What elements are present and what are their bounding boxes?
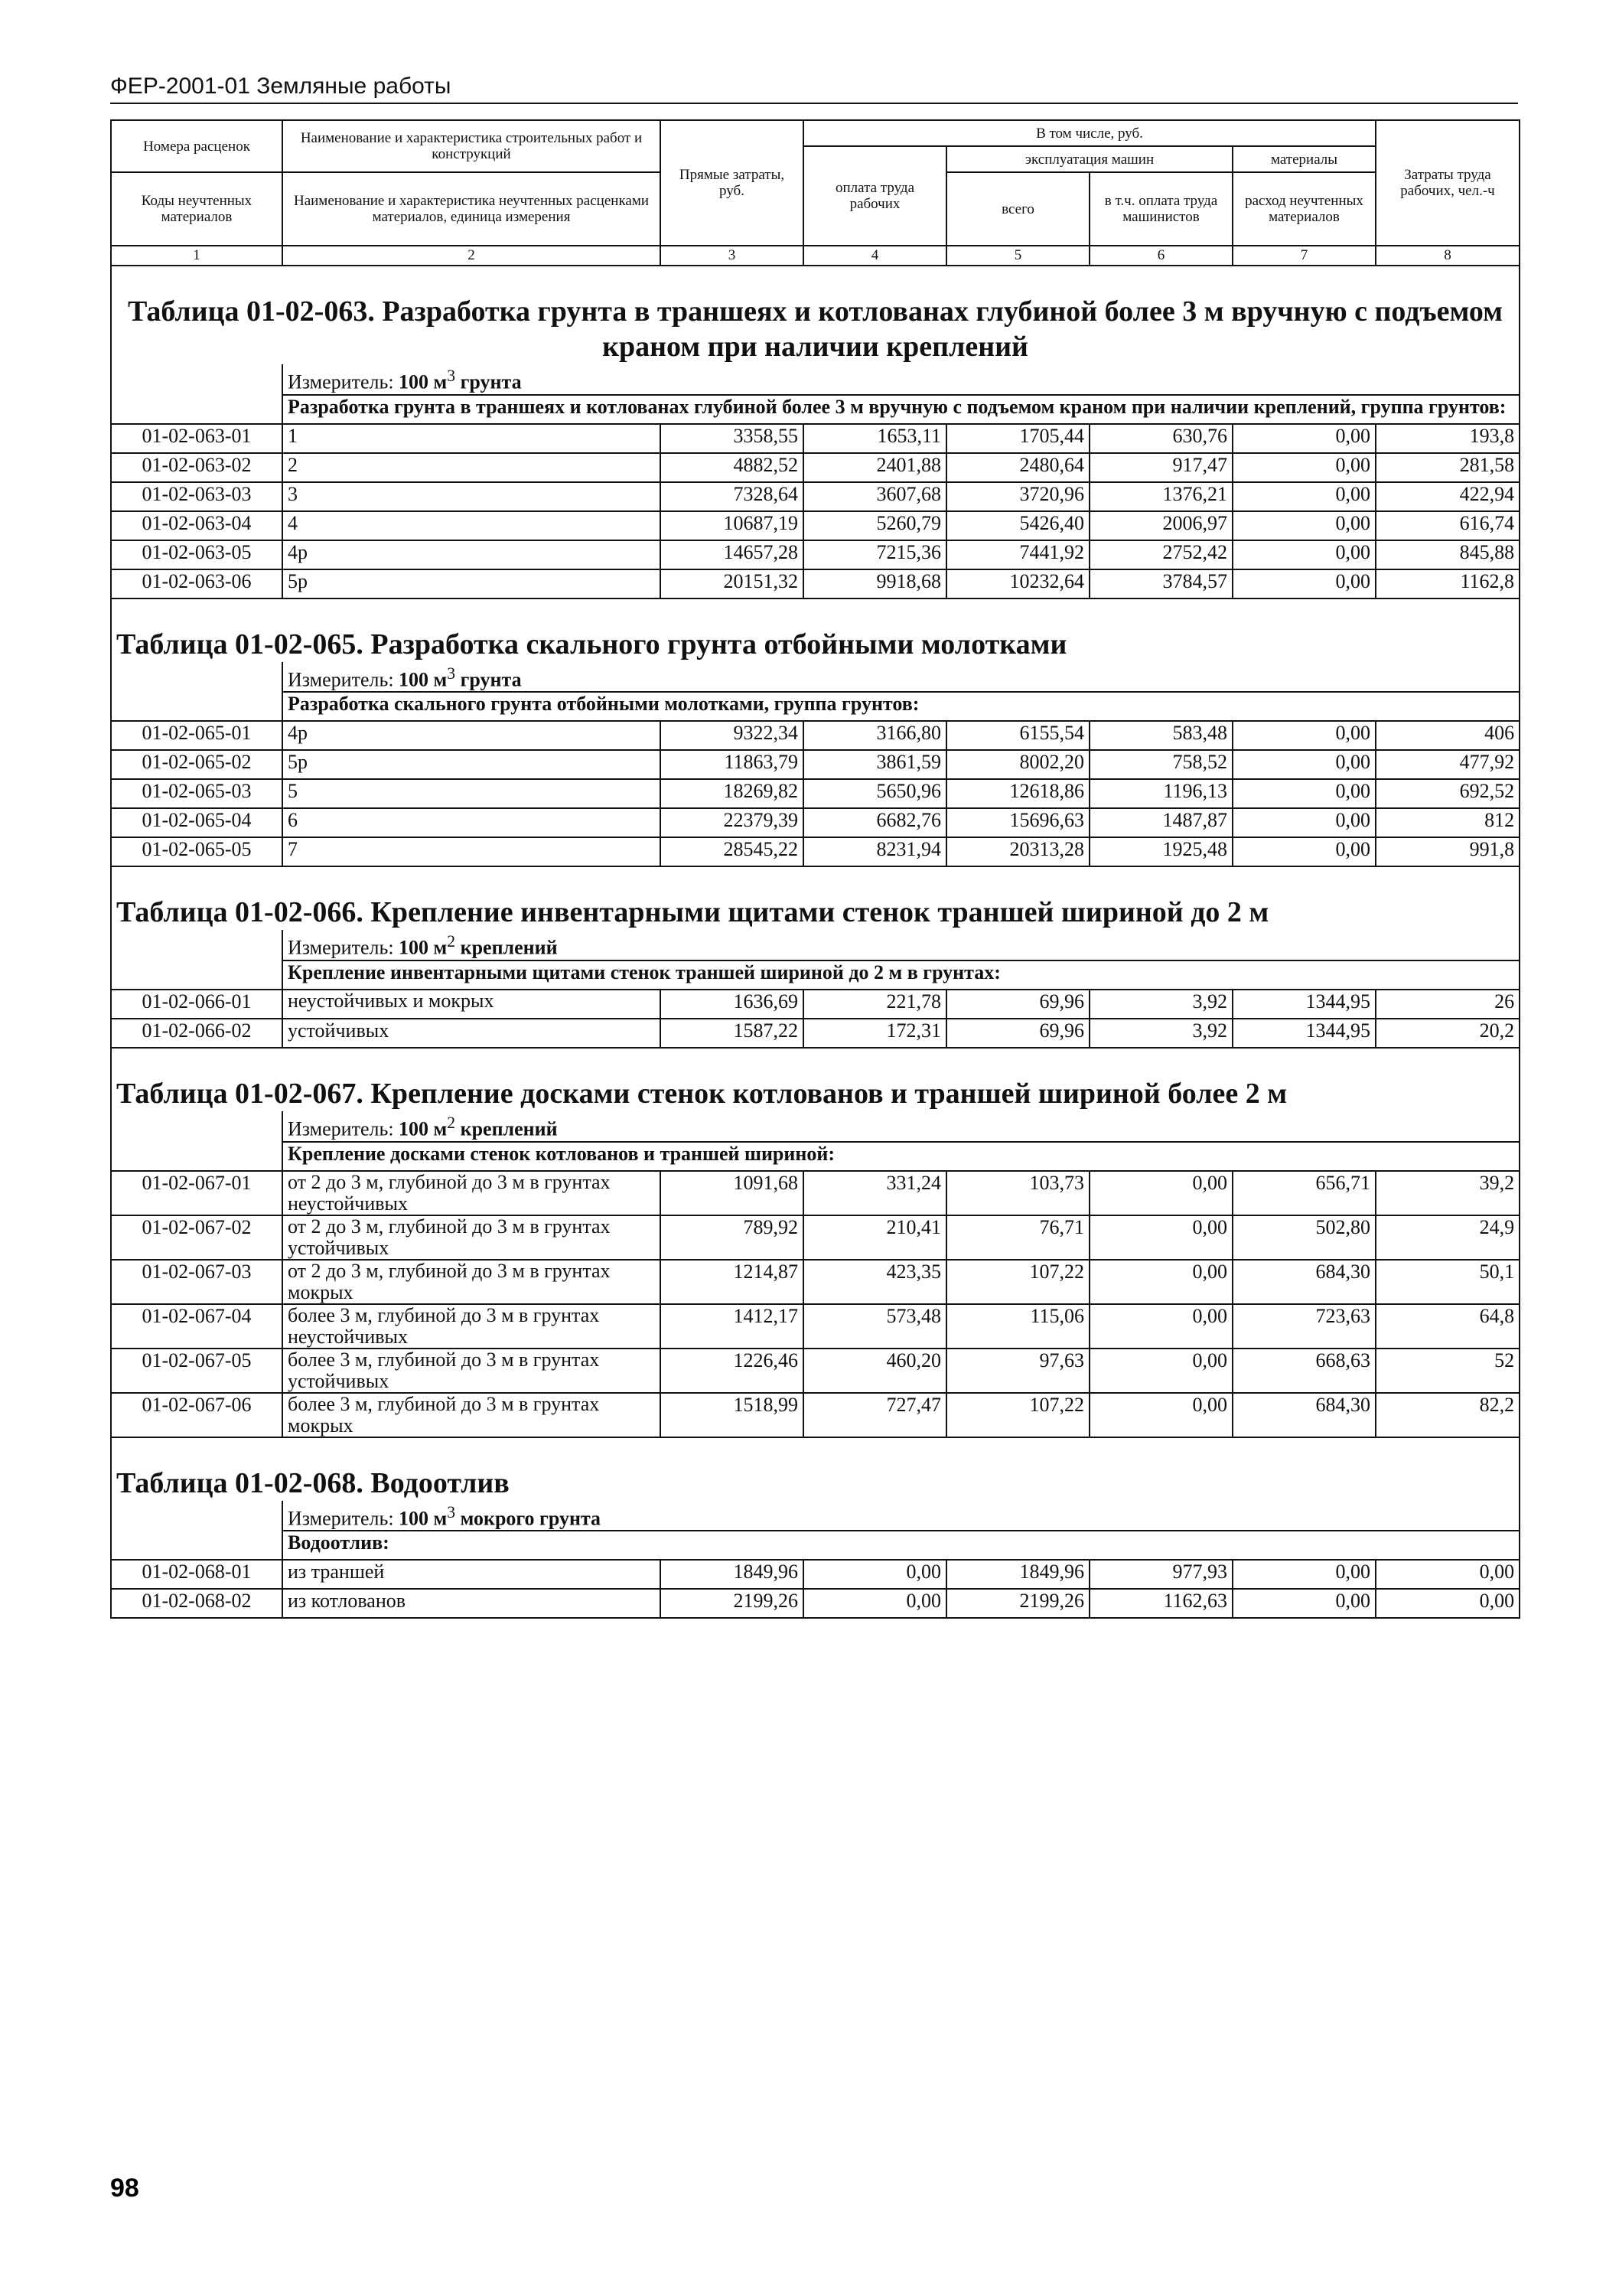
direct-costs: 4882,52 — [660, 453, 803, 482]
table-number: Таблица 01-02-065. — [116, 628, 363, 660]
rate-code: 01-02-065-04 — [111, 808, 282, 837]
rate-code: 01-02-065-03 — [111, 779, 282, 808]
table-row — [111, 779, 1520, 808]
column-number-row — [111, 246, 1520, 266]
work-name: 5р — [282, 569, 660, 598]
work-name: 7 — [282, 837, 660, 866]
direct-costs: 789,92 — [660, 1215, 803, 1260]
materials-cost: 0,00 — [1233, 482, 1376, 511]
worker-pay: 5260,79 — [803, 511, 946, 540]
table-row — [111, 1304, 1520, 1349]
table-row — [111, 837, 1520, 866]
document-page — [110, 73, 1518, 1619]
table-row — [111, 990, 1520, 1019]
work-name: 2 — [282, 453, 660, 482]
direct-costs: 9322,34 — [660, 721, 803, 750]
direct-costs: 1587,22 — [660, 1019, 803, 1048]
direct-costs: 7328,64 — [660, 482, 803, 511]
work-name: 4 — [282, 511, 660, 540]
direct-costs: 1412,17 — [660, 1304, 803, 1349]
section-title-row — [111, 1437, 1520, 1501]
meter-exponent: 3 — [447, 664, 456, 683]
materials-cost: 668,63 — [1233, 1349, 1376, 1393]
table-row — [111, 540, 1520, 569]
machine-total: 107,22 — [946, 1260, 1090, 1304]
materials-cost: 684,30 — [1233, 1393, 1376, 1437]
direct-costs: 3358,55 — [660, 424, 803, 453]
meter-label: Измеритель: — [288, 668, 394, 691]
group-spacer — [111, 395, 282, 424]
machine-total: 10232,64 — [946, 569, 1090, 598]
labor-costs: 406 — [1376, 721, 1520, 750]
labor-costs: 616,74 — [1376, 511, 1520, 540]
direct-costs: 1091,68 — [660, 1171, 803, 1215]
group-caption: Разработка грунта в траншеях и котлованах глубиной более 3 м вручную с подъемом краном при наличии креплений, группа грунтов: — [282, 395, 1520, 424]
section-heading-cell — [111, 1437, 1520, 1501]
labor-costs: 0,00 — [1376, 1560, 1520, 1589]
machinist-pay: 583,48 — [1090, 721, 1233, 750]
machine-total: 7441,92 — [946, 540, 1090, 569]
direct-costs: 18269,82 — [660, 779, 803, 808]
col-number: 7 — [1233, 246, 1376, 266]
worker-pay: 727,47 — [803, 1393, 946, 1437]
materials-cost: 0,00 — [1233, 837, 1376, 866]
col-number: 6 — [1090, 246, 1233, 266]
labor-costs: 24,9 — [1376, 1215, 1520, 1260]
worker-pay: 3607,68 — [803, 482, 946, 511]
meter — [282, 364, 1520, 395]
col-number: 1 — [111, 246, 282, 266]
meter-row — [111, 662, 1520, 693]
table-row — [111, 511, 1520, 540]
machine-total: 115,06 — [946, 1304, 1090, 1349]
materials-cost: 0,00 — [1233, 1560, 1376, 1589]
rate-code: 01-02-063-05 — [111, 540, 282, 569]
table-row — [111, 750, 1520, 779]
worker-pay: 331,24 — [803, 1171, 946, 1215]
labor-costs: 26 — [1376, 990, 1520, 1019]
direct-costs: 1226,46 — [660, 1349, 803, 1393]
materials-cost: 0,00 — [1233, 721, 1376, 750]
section-heading — [116, 895, 1514, 930]
meter-unit: креплений — [460, 1117, 558, 1140]
direct-costs: 1849,96 — [660, 1560, 803, 1589]
group-spacer — [111, 1531, 282, 1560]
table-title: Водоотлив — [370, 1466, 510, 1499]
machine-total: 76,71 — [946, 1215, 1090, 1260]
materials-cost: 1344,95 — [1233, 1019, 1376, 1048]
work-name: из траншей — [282, 1560, 660, 1589]
meter-spacer — [111, 1111, 282, 1142]
section-title-row — [111, 598, 1520, 662]
materials-cost: 0,00 — [1233, 424, 1376, 453]
meter — [282, 1501, 1520, 1531]
rate-code: 01-02-067-05 — [111, 1349, 282, 1393]
machine-total: 69,96 — [946, 1019, 1090, 1048]
labor-costs: 20,2 — [1376, 1019, 1520, 1048]
meter-value: 100 м — [399, 1117, 448, 1140]
meter-label: Измеритель: — [288, 1507, 394, 1530]
machinist-pay: 1925,48 — [1090, 837, 1233, 866]
machinist-pay: 1162,63 — [1090, 1589, 1233, 1618]
table-number: Таблица 01-02-068. — [116, 1466, 363, 1499]
machine-total: 69,96 — [946, 990, 1090, 1019]
meter-value: 100 м — [399, 668, 448, 691]
table-row — [111, 569, 1520, 598]
materials-cost: 0,00 — [1233, 511, 1376, 540]
worker-pay: 423,35 — [803, 1260, 946, 1304]
materials-cost: 1344,95 — [1233, 990, 1376, 1019]
rate-code: 01-02-066-01 — [111, 990, 282, 1019]
machinist-pay: 1487,87 — [1090, 808, 1233, 837]
table-row — [111, 1393, 1520, 1437]
machinist-pay: 1196,13 — [1090, 779, 1233, 808]
machine-total: 103,73 — [946, 1171, 1090, 1215]
section-heading — [116, 1466, 1514, 1501]
meter-unit: грунта — [460, 668, 522, 691]
machinist-pay: 758,52 — [1090, 750, 1233, 779]
machinist-pay: 1376,21 — [1090, 482, 1233, 511]
meter — [282, 1111, 1520, 1142]
rate-code: 01-02-067-02 — [111, 1215, 282, 1260]
group-caption: Водоотлив: — [282, 1531, 1520, 1560]
meter-exponent: 3 — [447, 367, 456, 385]
materials-cost: 0,00 — [1233, 1589, 1376, 1618]
labor-costs: 1162,8 — [1376, 569, 1520, 598]
section-heading-cell — [111, 1048, 1520, 1111]
header-materials: материалы — [1233, 146, 1376, 172]
table-title: Разработка грунта в траншеях и котлованах глубиной более 3 м вручную с подъемом краном при наличии креплений — [382, 295, 1503, 363]
work-name: более 3 м, глубиной до 3 м в грунтах неустойчивых — [282, 1304, 660, 1349]
meter-exponent: 2 — [447, 932, 456, 951]
machine-total: 97,63 — [946, 1349, 1090, 1393]
section-title-row — [111, 1048, 1520, 1111]
machine-total: 6155,54 — [946, 721, 1090, 750]
rate-code: 01-02-067-01 — [111, 1171, 282, 1215]
header-labor-costs: Затраты труда рабочих, чел.-ч — [1376, 120, 1520, 246]
labor-costs: 991,8 — [1376, 837, 1520, 866]
col-number: 3 — [660, 246, 803, 266]
machinist-pay: 3784,57 — [1090, 569, 1233, 598]
machinist-pay: 0,00 — [1090, 1304, 1233, 1349]
table-row — [111, 453, 1520, 482]
machinist-pay: 3,92 — [1090, 1019, 1233, 1048]
machinist-pay: 977,93 — [1090, 1560, 1233, 1589]
labor-costs: 422,94 — [1376, 482, 1520, 511]
section-heading-cell — [111, 266, 1520, 364]
col-number: 4 — [803, 246, 946, 266]
table-row — [111, 1019, 1520, 1048]
work-name: более 3 м, глубиной до 3 м в грунтах устойчивых — [282, 1349, 660, 1393]
header-machinist-pay: в т.ч. оплата труда машинистов — [1090, 172, 1233, 246]
machinist-pay: 2752,42 — [1090, 540, 1233, 569]
worker-pay: 6682,76 — [803, 808, 946, 837]
group-row — [111, 1142, 1520, 1171]
direct-costs: 28545,22 — [660, 837, 803, 866]
rate-code: 01-02-063-04 — [111, 511, 282, 540]
labor-costs: 82,2 — [1376, 1393, 1520, 1437]
machine-total: 8002,20 — [946, 750, 1090, 779]
machine-total: 1705,44 — [946, 424, 1090, 453]
rate-code: 01-02-063-06 — [111, 569, 282, 598]
header-unaccounted-materials: расход неучтенных материалов — [1233, 172, 1376, 246]
table-row — [111, 1171, 1520, 1215]
worker-pay: 172,31 — [803, 1019, 946, 1048]
worker-pay: 221,78 — [803, 990, 946, 1019]
worker-pay: 3861,59 — [803, 750, 946, 779]
section-title-row — [111, 866, 1520, 930]
column-header-table — [110, 119, 1520, 266]
direct-costs: 14657,28 — [660, 540, 803, 569]
labor-costs: 845,88 — [1376, 540, 1520, 569]
machine-total: 107,22 — [946, 1393, 1090, 1437]
meter-label: Измеритель: — [288, 370, 394, 393]
materials-cost: 656,71 — [1233, 1171, 1376, 1215]
table-row — [111, 1260, 1520, 1304]
group-caption: Крепление инвентарными щитами стенок траншей шириной до 2 м в грунтах: — [282, 960, 1520, 990]
machine-total: 2480,64 — [946, 453, 1090, 482]
group-spacer — [111, 692, 282, 721]
worker-pay: 5650,96 — [803, 779, 946, 808]
header-machine-operation: эксплуатация машин — [946, 146, 1233, 172]
table-row — [111, 424, 1520, 453]
machine-total: 20313,28 — [946, 837, 1090, 866]
materials-cost: 502,80 — [1233, 1215, 1376, 1260]
meter-row — [111, 930, 1520, 960]
direct-costs: 11863,79 — [660, 750, 803, 779]
table-row — [111, 808, 1520, 837]
header-including: В том числе, руб. — [803, 120, 1376, 146]
materials-cost: 0,00 — [1233, 540, 1376, 569]
materials-cost: 684,30 — [1233, 1260, 1376, 1304]
labor-costs: 812 — [1376, 808, 1520, 837]
machinist-pay: 2006,97 — [1090, 511, 1233, 540]
work-name: от 2 до 3 м, глубиной до 3 м в грунтах неустойчивых — [282, 1171, 660, 1215]
page-number: 98 — [110, 2174, 139, 2203]
meter-row — [111, 1111, 1520, 1142]
rate-code: 01-02-065-05 — [111, 837, 282, 866]
meter-unit: грунта — [460, 370, 522, 393]
header-machine-total: всего — [946, 172, 1090, 246]
labor-costs: 281,58 — [1376, 453, 1520, 482]
meter-value: 100 м — [399, 1507, 448, 1530]
section-title-row — [111, 266, 1520, 364]
section-heading-cell — [111, 598, 1520, 662]
labor-costs: 52 — [1376, 1349, 1520, 1393]
meter-label: Измеритель: — [288, 1117, 394, 1140]
rate-code: 01-02-067-03 — [111, 1260, 282, 1304]
rate-code: 01-02-063-03 — [111, 482, 282, 511]
work-name: 5 — [282, 779, 660, 808]
work-name: неустойчивых и мокрых — [282, 990, 660, 1019]
machine-total: 5426,40 — [946, 511, 1090, 540]
direct-costs: 10687,19 — [660, 511, 803, 540]
work-name: от 2 до 3 м, глубиной до 3 м в грунтах мокрых — [282, 1260, 660, 1304]
col-number: 8 — [1376, 246, 1520, 266]
meter-exponent: 2 — [447, 1113, 456, 1132]
worker-pay: 8231,94 — [803, 837, 946, 866]
meter — [282, 930, 1520, 960]
col-number: 5 — [946, 246, 1090, 266]
labor-costs: 477,92 — [1376, 750, 1520, 779]
work-name: 1 — [282, 424, 660, 453]
meter-spacer — [111, 1501, 282, 1531]
meter-spacer — [111, 930, 282, 960]
table-row — [111, 1349, 1520, 1393]
table-number: Таблица 01-02-063. — [127, 295, 375, 328]
meter-label: Измеритель: — [288, 936, 394, 959]
worker-pay: 1653,11 — [803, 424, 946, 453]
table-number: Таблица 01-02-066. — [116, 896, 363, 929]
work-name: 3 — [282, 482, 660, 511]
work-name: из котлованов — [282, 1589, 660, 1618]
section-heading — [116, 1076, 1514, 1111]
col-number: 2 — [282, 246, 660, 266]
worker-pay: 2401,88 — [803, 453, 946, 482]
machinist-pay: 0,00 — [1090, 1349, 1233, 1393]
worker-pay: 0,00 — [803, 1560, 946, 1589]
header-work-description: Наименование и характеристика строительных работ и конструкций — [282, 120, 660, 172]
work-name: 5р — [282, 750, 660, 779]
work-name: 6 — [282, 808, 660, 837]
running-head: ФЕР-2001-01 Земляные работы — [110, 73, 1518, 104]
rate-code: 01-02-068-02 — [111, 1589, 282, 1618]
table-row — [111, 1589, 1520, 1618]
worker-pay: 460,20 — [803, 1349, 946, 1393]
materials-cost: 0,00 — [1233, 779, 1376, 808]
meter-value: 100 м — [399, 936, 448, 959]
worker-pay: 9918,68 — [803, 569, 946, 598]
worker-pay: 7215,36 — [803, 540, 946, 569]
meter-unit: мокрого грунта — [460, 1507, 601, 1530]
machinist-pay: 917,47 — [1090, 453, 1233, 482]
group-row — [111, 692, 1520, 721]
rates-table-body — [111, 266, 1520, 1618]
group-caption: Разработка скального грунта отбойными молотками, группа грунтов: — [282, 692, 1520, 721]
work-name: устойчивых — [282, 1019, 660, 1048]
rate-code: 01-02-065-02 — [111, 750, 282, 779]
labor-costs: 0,00 — [1376, 1589, 1520, 1618]
machine-total: 15696,63 — [946, 808, 1090, 837]
section-heading — [116, 294, 1514, 364]
rate-code: 01-02-065-01 — [111, 721, 282, 750]
direct-costs: 1518,99 — [660, 1393, 803, 1437]
materials-cost: 0,00 — [1233, 569, 1376, 598]
meter-value: 100 м — [399, 370, 448, 393]
materials-cost: 723,63 — [1233, 1304, 1376, 1349]
table-row — [111, 1215, 1520, 1260]
rate-code: 01-02-066-02 — [111, 1019, 282, 1048]
machinist-pay: 0,00 — [1090, 1393, 1233, 1437]
materials-cost: 0,00 — [1233, 808, 1376, 837]
header-worker-pay: оплата труда рабочих — [803, 146, 946, 246]
labor-costs: 692,52 — [1376, 779, 1520, 808]
rates-table — [110, 266, 1520, 1619]
table-title: Крепление инвентарными щитами стенок траншей шириной до 2 м — [370, 896, 1269, 929]
labor-costs: 64,8 — [1376, 1304, 1520, 1349]
worker-pay: 573,48 — [803, 1304, 946, 1349]
work-name: 4р — [282, 721, 660, 750]
meter-spacer — [111, 364, 282, 395]
direct-costs: 1636,69 — [660, 990, 803, 1019]
table-title: Крепление досками стенок котлованов и траншей шириной более 2 м — [370, 1077, 1288, 1110]
group-spacer — [111, 960, 282, 990]
machinist-pay: 0,00 — [1090, 1171, 1233, 1215]
group-row — [111, 960, 1520, 990]
worker-pay: 0,00 — [803, 1589, 946, 1618]
section-heading — [116, 627, 1514, 662]
direct-costs: 2199,26 — [660, 1589, 803, 1618]
labor-costs: 50,1 — [1376, 1260, 1520, 1304]
worker-pay: 3166,80 — [803, 721, 946, 750]
labor-costs: 193,8 — [1376, 424, 1520, 453]
rate-code: 01-02-068-01 — [111, 1560, 282, 1589]
direct-costs: 1214,87 — [660, 1260, 803, 1304]
materials-cost: 0,00 — [1233, 750, 1376, 779]
machinist-pay: 3,92 — [1090, 990, 1233, 1019]
meter — [282, 662, 1520, 693]
machine-total: 2199,26 — [946, 1589, 1090, 1618]
worker-pay: 210,41 — [803, 1215, 946, 1260]
meter-row — [111, 364, 1520, 395]
rate-code: 01-02-067-04 — [111, 1304, 282, 1349]
header-direct-costs: Прямые затраты, руб. — [660, 120, 803, 246]
work-name: от 2 до 3 м, глубиной до 3 м в грунтах устойчивых — [282, 1215, 660, 1260]
machinist-pay: 0,00 — [1090, 1215, 1233, 1260]
direct-costs: 20151,32 — [660, 569, 803, 598]
table-title: Разработка скального грунта отбойными молотками — [370, 628, 1067, 660]
machine-total: 1849,96 — [946, 1560, 1090, 1589]
group-row — [111, 395, 1520, 424]
work-name: 4р — [282, 540, 660, 569]
rate-code: 01-02-067-06 — [111, 1393, 282, 1437]
group-spacer — [111, 1142, 282, 1171]
labor-costs: 39,2 — [1376, 1171, 1520, 1215]
meter-spacer — [111, 662, 282, 693]
group-row — [111, 1531, 1520, 1560]
table-row — [111, 721, 1520, 750]
machinist-pay: 0,00 — [1090, 1260, 1233, 1304]
machinist-pay: 630,76 — [1090, 424, 1233, 453]
table-number: Таблица 01-02-067. — [116, 1077, 363, 1110]
meter-unit: креплений — [460, 936, 558, 959]
materials-cost: 0,00 — [1233, 453, 1376, 482]
rate-code: 01-02-063-01 — [111, 424, 282, 453]
meter-row — [111, 1501, 1520, 1531]
group-caption: Крепление досками стенок котлованов и траншей шириной: — [282, 1142, 1520, 1171]
work-name: более 3 м, глубиной до 3 м в грунтах мокрых — [282, 1393, 660, 1437]
rate-code: 01-02-063-02 — [111, 453, 282, 482]
direct-costs: 22379,39 — [660, 808, 803, 837]
section-heading-cell — [111, 866, 1520, 930]
machine-total: 3720,96 — [946, 482, 1090, 511]
header-rate-numbers: Номера расценок — [111, 120, 282, 172]
meter-exponent: 3 — [447, 1502, 456, 1521]
header-unaccounted-material-codes: Коды неучтенных материалов — [111, 172, 282, 246]
header-material-description: Наименование и характеристика неучтенных расценками материалов, единица измерения — [282, 172, 660, 246]
machine-total: 12618,86 — [946, 779, 1090, 808]
table-row — [111, 1560, 1520, 1589]
table-row — [111, 482, 1520, 511]
